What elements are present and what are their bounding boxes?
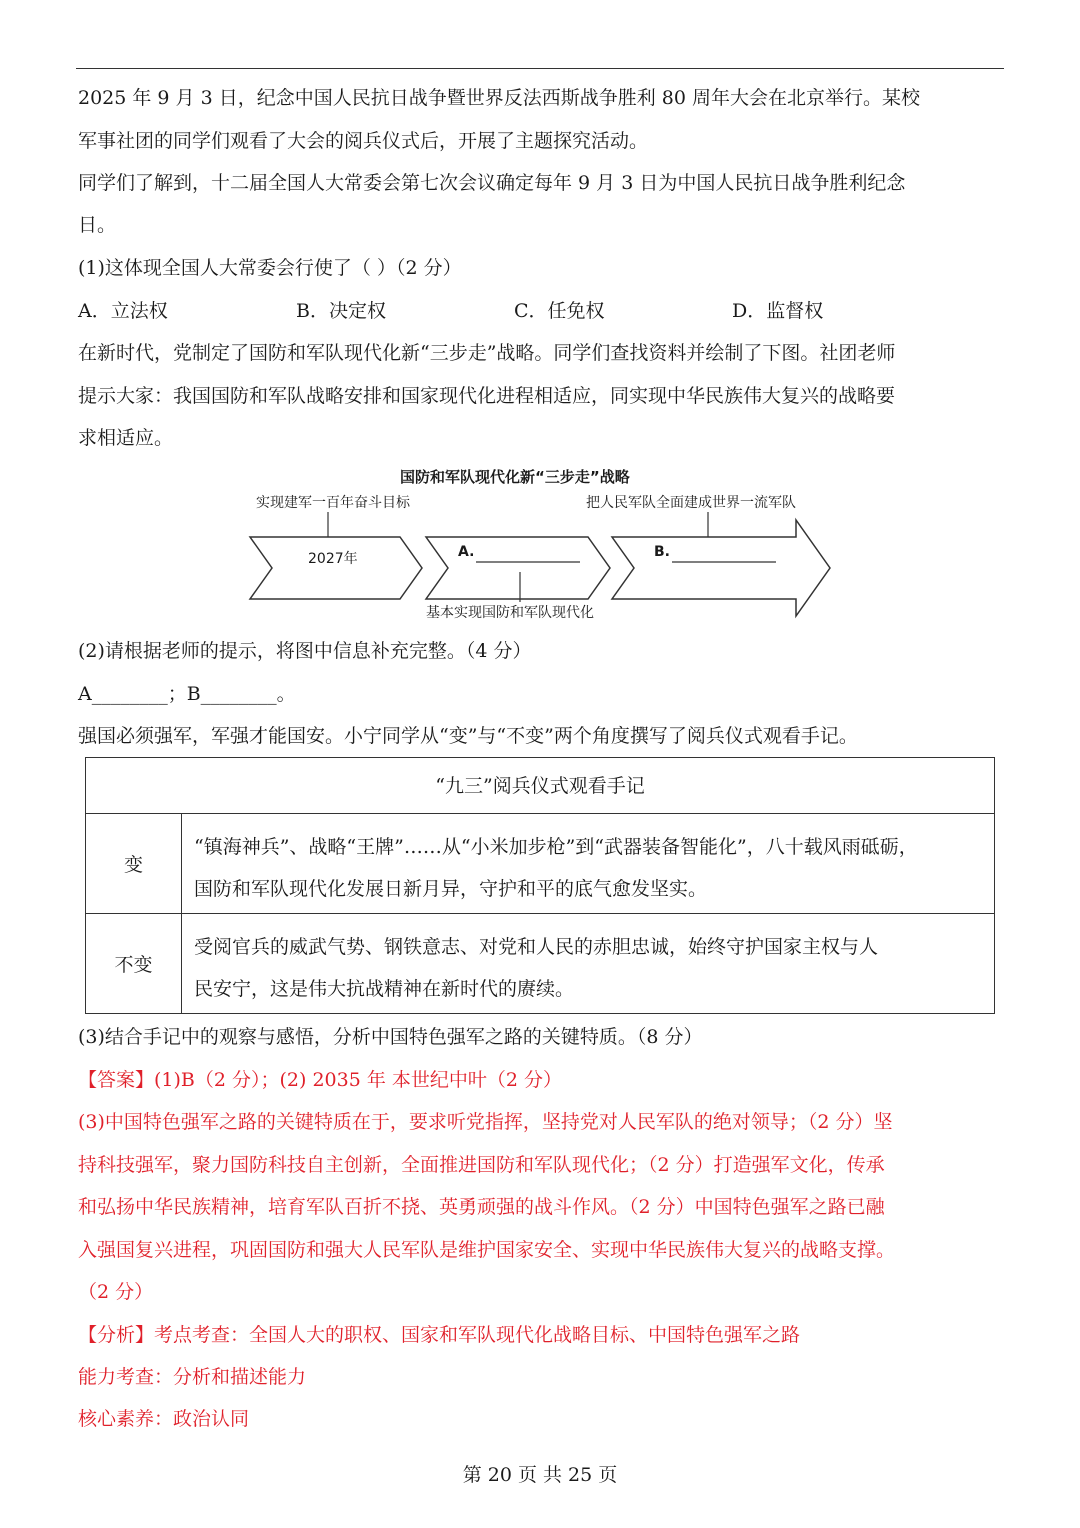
notes-row-unchanged-label: 不变: [86, 914, 182, 1013]
diagram-title: 国防和军队现代化新“三步走”战略: [400, 468, 630, 486]
option-a: A．立法权: [78, 300, 168, 322]
answer-line-5: （2 分）: [78, 1281, 154, 1303]
intro-line-1: 2025 年 9 月 3 日，纪念中国人民抗日战争暨世界反法西斯战争胜利 80 周年大会在北京举行。某校: [78, 87, 920, 109]
strategy-diagram: [240, 462, 840, 626]
diagram-step-1-label: 2027年: [308, 551, 358, 567]
notes-row-change: [86, 814, 994, 914]
answer-line-3: 和弘扬中华民族精神，培育军队百折不挠、英勇顽强的战斗作风。（2 分）中国特色强军之路已融: [78, 1196, 885, 1218]
arrow-step-3: [612, 520, 830, 616]
arrow-step-1: [250, 537, 422, 599]
analysis-line-3: 核心素养：政治认同: [78, 1408, 250, 1430]
intro-line-4: 日。: [78, 214, 117, 236]
question-3-stem: (3)结合手记中的观察与感悟，分析中国特色强军之路的关键特质。（8 分）: [78, 1026, 703, 1048]
intro-line-3: 同学们了解到，十二届全国人大常委会第七次会议确定每年 9 月 3 日为中国人民抗日战争胜利纪念: [78, 172, 906, 194]
viewing-notes-table: [85, 757, 995, 1014]
top-rule: [76, 68, 1004, 69]
context-3: 强国必须强军，军强才能国安。小宁同学从“变”与“不变”两个角度撰写了阅兵仪式观看手记。: [78, 725, 858, 747]
notes-row-change-label: 变: [86, 814, 182, 913]
diagram-label-top-right: 把人民军队全面建成世界一流军队: [586, 495, 796, 511]
question-1-options: [78, 296, 978, 324]
question-2-blank: A________；B________。: [78, 683, 296, 705]
question-1-stem: (1)这体现全国人大常委会行使了（ ）（2 分）: [78, 257, 462, 279]
context-2-line-3: 求相适应。: [78, 427, 174, 449]
notes-row-change-content: [194, 826, 986, 910]
notes-title: “九三”阅兵仪式观看手记: [86, 758, 994, 814]
analysis-line-1: 【分析】考点考查：全国人大的职权、国家和军队现代化战略目标、中国特色强军之路: [78, 1324, 801, 1346]
answer-line-2: 持科技强军，聚力国防科技自主创新，全面推进国防和军队现代化；（2 分）打造强军文化，传承: [78, 1154, 885, 1176]
intro-line-2: 军事社团的同学们观看了大会的阅兵仪式后，开展了主题探究活动。: [78, 130, 649, 152]
option-c: C．任免权: [514, 300, 605, 322]
context-2-line-1: 在新时代，党制定了国防和军队现代化新“三步走”战略。同学们查找资料并绘制了下图。社团老师: [78, 342, 896, 364]
answer-line-4: 入强国复兴进程，巩固国防和强大人民军队是维护国家安全、实现中华民族伟大复兴的战略支撑。: [78, 1239, 896, 1261]
answer-line-1: (3)中国特色强军之路的关键特质在于，要求听党指挥，坚持党对人民军队的绝对领导；（2 分）坚: [78, 1111, 893, 1133]
notes-row-unchanged-line-1: 受阅官兵的威武气势、钢铁意志、对党和人民的赤胆忠诚，始终守护国家主权与人: [194, 936, 879, 958]
notes-row-unchanged-content: [194, 926, 986, 1010]
answer-head: 【答案】(1)B（2 分）；(2) 2035 年 本世纪中叶（2 分）: [78, 1069, 563, 1091]
option-d: D．监督权: [732, 300, 824, 322]
context-2-line-2: 提示大家：我国国防和军队战略安排和国家现代化进程相适应，同实现中华民族伟大复兴的战略要: [78, 385, 896, 407]
option-b: B．决定权: [296, 300, 386, 322]
notes-row-change-line-1: “镇海神兵”、战略“王牌”……从“小米加步枪”到“武器装备智能化”，八十载风雨砥砺，: [194, 836, 918, 858]
diagram-step-3-label: B.: [654, 544, 670, 560]
notes-row-unchanged-line-2: 民安宁，这是伟大抗战精神在新时代的赓续。: [194, 978, 575, 1000]
diagram-step-2-label: A.: [458, 544, 475, 560]
question-2-stem: (2)请根据老师的提示，将图中信息补充完整。（4 分）: [78, 640, 532, 662]
notes-row-unchanged: [86, 914, 994, 1013]
arrow-step-2: [426, 537, 610, 599]
diagram-label-top-left: 实现建军一百年奋斗目标: [256, 495, 410, 511]
diagram-label-bottom: 基本实现国防和军队现代化: [426, 605, 594, 621]
page-footer: 第 20 页 共 25 页: [462, 1464, 618, 1486]
notes-row-change-line-2: 国防和军队现代化发展日新月异，守护和平的底气愈发坚实。: [194, 878, 708, 900]
analysis-line-2: 能力考查：分析和描述能力: [78, 1366, 307, 1388]
